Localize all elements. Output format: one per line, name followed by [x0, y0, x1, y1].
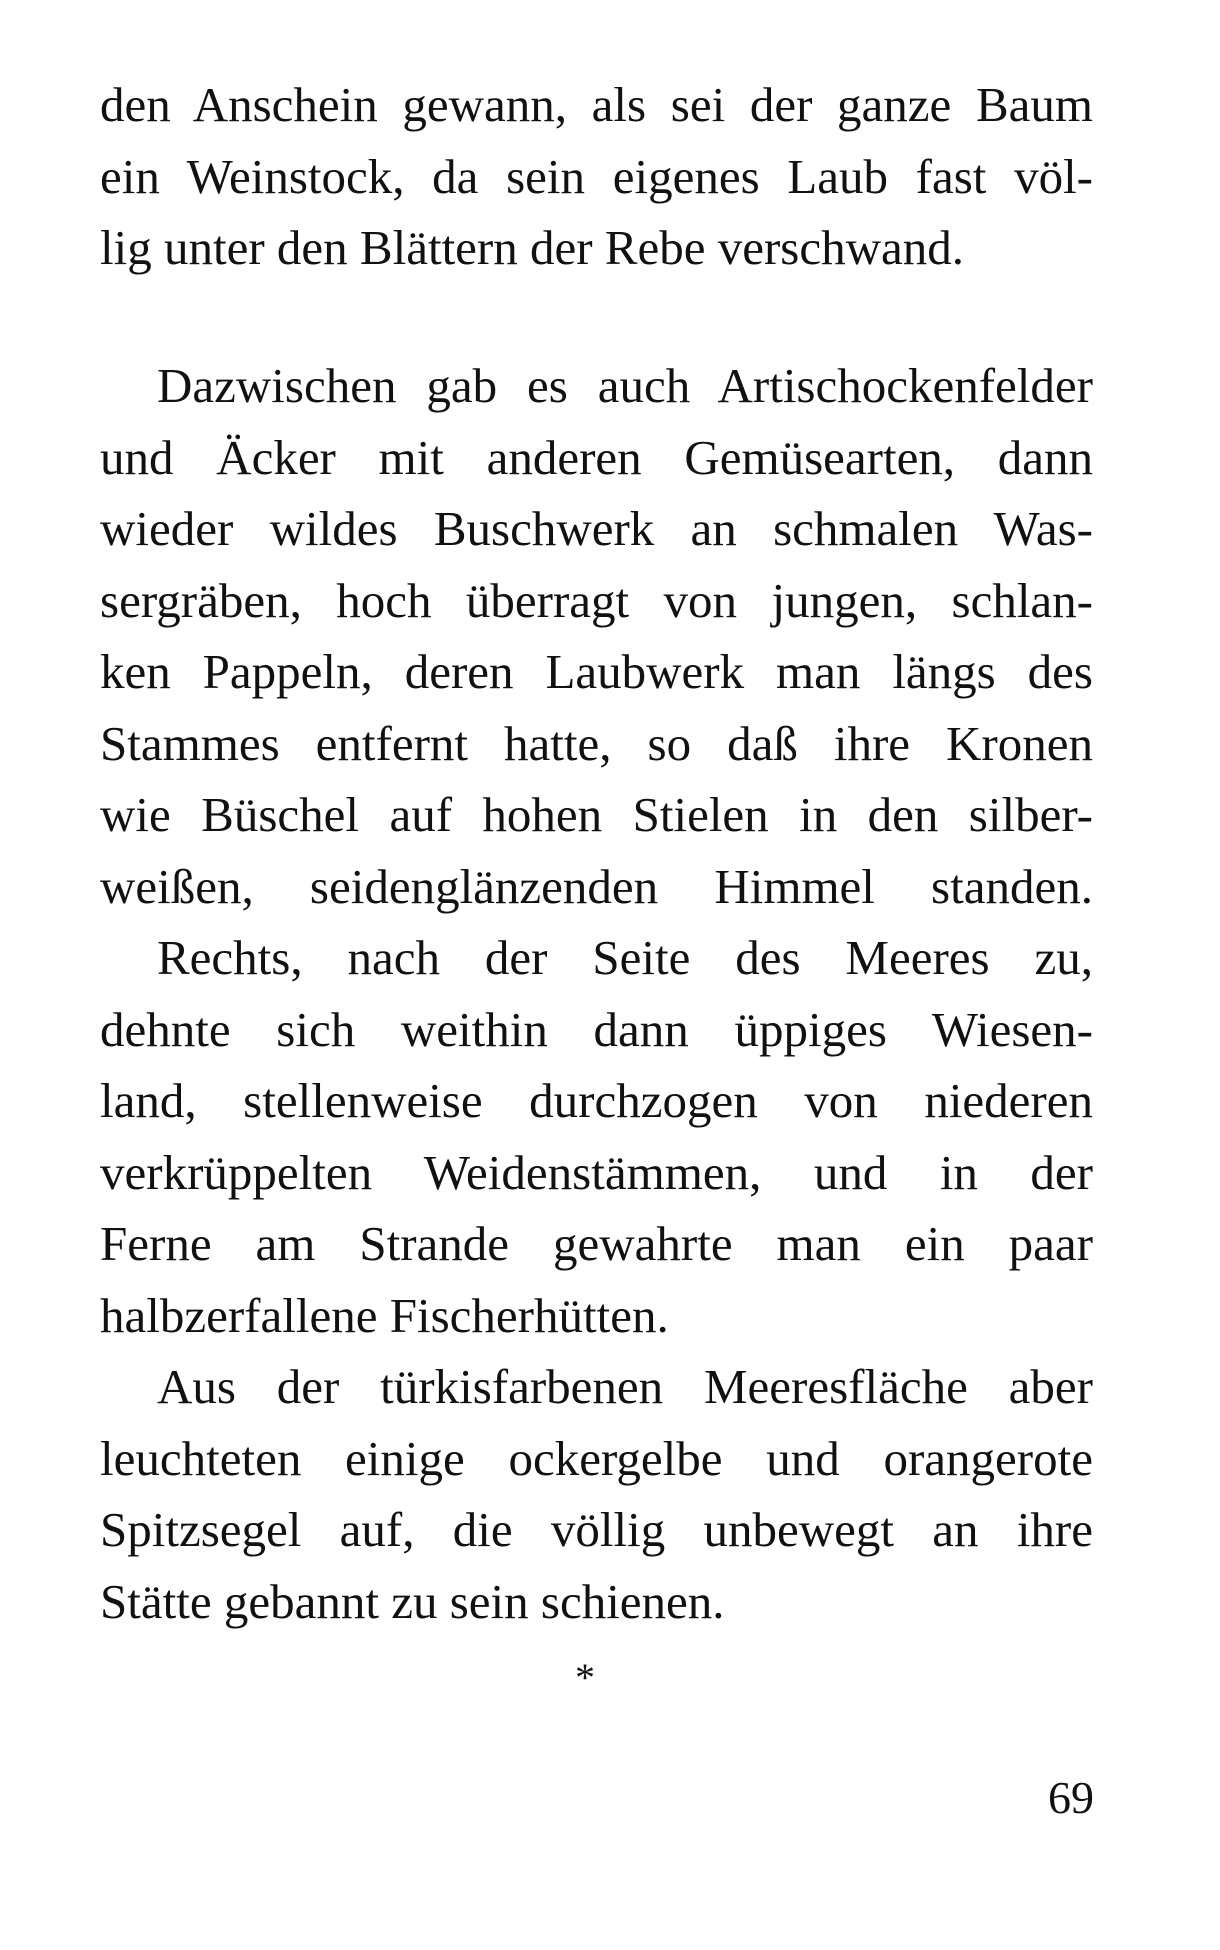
paragraph-continued	[100, 69, 1093, 284]
text-line: Spitzsegel auf, die völlig unbewegt an ihre	[100, 1502, 1093, 1557]
text-line: weißen, seidenglänzenden Himmel standen.	[100, 858, 1093, 914]
section-separator: *	[575, 1655, 595, 1700]
text-line: ken Pappeln, deren Laubwerk man längs des	[100, 644, 1093, 699]
text-line: sergräben, hoch überragt von jungen, schlan-	[100, 572, 1093, 628]
text-line: ein Weinstock, da sein eigenes Laub fast völ-	[100, 148, 1093, 204]
text-line: wie Büschel auf hohen Stielen in den silber-	[100, 787, 1093, 842]
text-line: verkrüppelten Weidenstämmen, und in der	[100, 1144, 1093, 1200]
text-line: Stammes entfernt hatte, so daß ihre Kronen	[100, 715, 1093, 771]
paragraph	[100, 922, 1093, 1351]
text-line: lig unter den Blättern der Rebe verschwand.	[100, 220, 965, 275]
text-line: halbzerfallene Fischerhütten.	[100, 1287, 669, 1343]
text-section	[100, 350, 1093, 1637]
text-line: Ferne am Strande gewahrte man ein paar	[100, 1216, 1093, 1271]
paragraph	[100, 350, 1093, 922]
text-line: und Äcker mit anderen Gemüsearten, dann	[100, 429, 1093, 485]
text-line: dehnte sich weithin dann üppiges Wiesen-	[100, 1001, 1093, 1057]
page-number: 69	[1048, 1772, 1094, 1823]
text-line: wieder wildes Buschwerk an schmalen Was-	[100, 501, 1093, 556]
text-line: Rechts, nach der Seite des Meeres zu,	[157, 930, 1093, 985]
text-line: Aus der türkisfarbenen Meeresfläche aber	[157, 1359, 1093, 1414]
text-line: Stätte gebannt zu sein schienen.	[100, 1573, 725, 1629]
paragraph	[100, 1351, 1093, 1637]
text-line: leuchteten einige ockergelbe und orangerote	[100, 1430, 1093, 1486]
text-line: Dazwischen gab es auch Artischockenfelder	[157, 358, 1093, 413]
text-line: den Anschein gewann, als sei der ganze Baum	[100, 77, 1093, 132]
text-line: land, stellenweise durchzogen von niederen	[100, 1073, 1093, 1128]
